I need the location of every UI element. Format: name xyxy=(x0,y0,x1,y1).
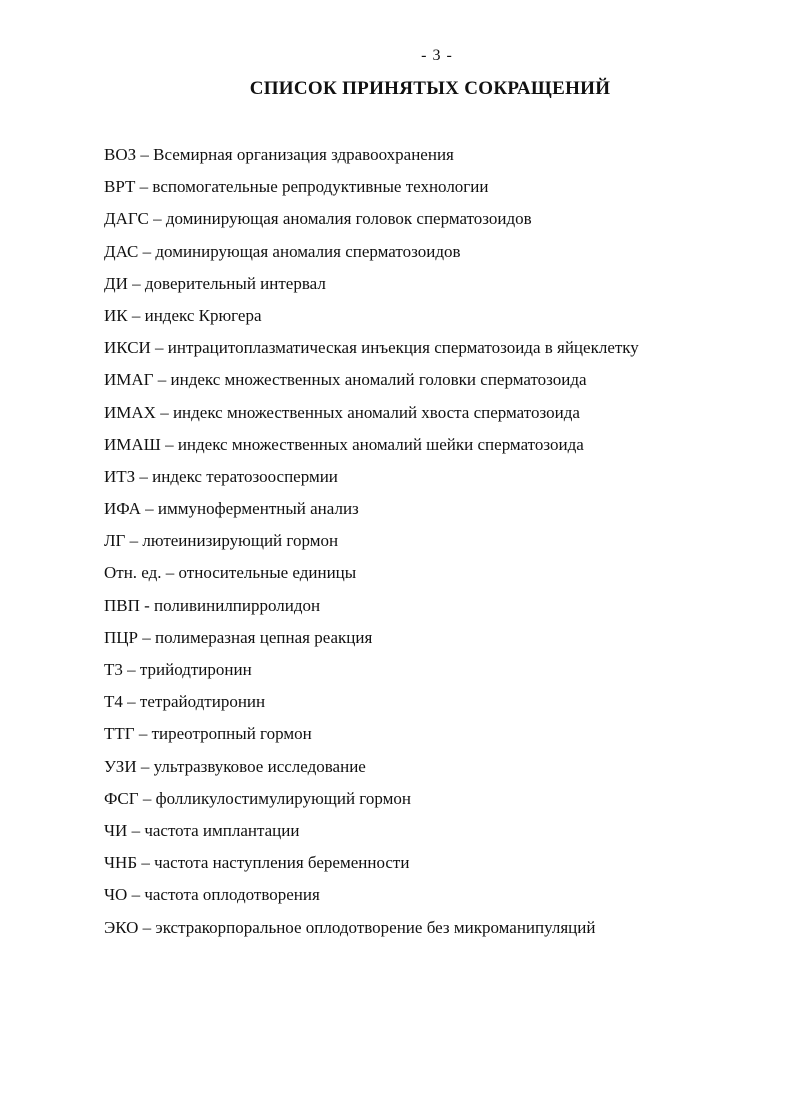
list-item: ВРТ – вспомогательные репродуктивные технологии xyxy=(104,177,489,197)
list-item: УЗИ – ультразвуковое исследование xyxy=(104,756,366,776)
list-item: ЭКО – экстракорпоральное оплодотворение без микроманипуляций xyxy=(104,917,596,937)
list-item: ПЦР – полимеразная цепная реакция xyxy=(104,627,373,647)
list-item: ЧНБ – частота наступления беременности xyxy=(104,853,410,873)
list-item: ИМАХ – индекс множественных аномалий хвоста сперматозоида xyxy=(104,402,580,422)
page-title: СПИСОК ПРИНЯТЫХ СОКРАЩЕНИЙ xyxy=(249,78,611,99)
list-item: ИКСИ – интрацитоплазматическая инъекция сперматозоида в яйцеклетку xyxy=(104,338,639,358)
list-item: ПВП - поливинилпирролидон xyxy=(104,595,321,615)
list-item: ДАС – доминирующая аномалия сперматозоидов xyxy=(104,241,461,261)
list-item: Т3 – трийодтиронин xyxy=(104,660,252,679)
list-item: ИМАГ – индекс множественных аномалий головки сперматозоида xyxy=(104,370,587,390)
list-item: Т4 – тетрайодтиронин xyxy=(104,692,266,712)
list-item: ТТГ – тиреотропный гормон xyxy=(104,724,312,744)
list-item: ИФА – иммуноферментный анализ xyxy=(104,499,359,519)
list-item: ИТЗ – индекс тератозооспермии xyxy=(104,466,338,486)
list-item: ВОЗ – Всемирная организация здравоохранения xyxy=(104,145,454,164)
list-item: ЛГ – лютеинизирующий гормон xyxy=(104,531,339,551)
page-number: - 3 - xyxy=(421,47,453,64)
list-item: ФСГ – фолликулостимулирующий гормон xyxy=(104,788,411,808)
list-item: ИМАШ – индекс множественных аномалий шейки сперматозоида xyxy=(104,434,584,454)
list-item: ИК – индекс Крюгера xyxy=(104,305,262,325)
list-item: ДАГС – доминирующая аномалия головок сперматозоидов xyxy=(104,209,532,229)
list-item: ЧО – частота оплодотворения xyxy=(104,885,320,905)
list-item: Отн. ед. – относительные единицы xyxy=(104,563,357,583)
abbreviation-list xyxy=(104,142,754,947)
list-item: ДИ – доверительный интервал xyxy=(104,273,326,293)
list-item: ЧИ – частота имплантации xyxy=(104,820,300,840)
